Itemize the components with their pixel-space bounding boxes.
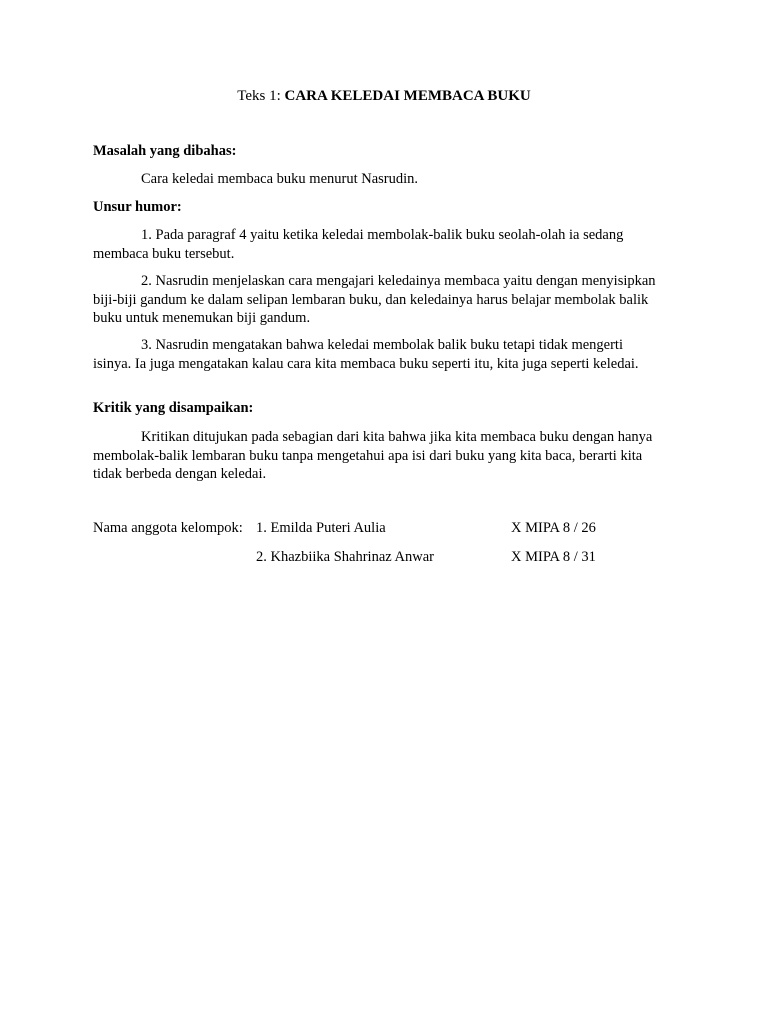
heading-masalah: Masalah yang dibahas:: [93, 143, 237, 159]
paragraph-masalah: Cara keledai membaca buku menurut Nasrudin.: [141, 171, 419, 187]
member-class: X MIPA 8 / 31: [511, 549, 596, 565]
member-class: X MIPA 8 / 26: [511, 520, 596, 536]
member-name: 2. Khazbiika Shahrinaz Anwar: [256, 549, 434, 565]
heading-humor: Unsur humor:: [93, 199, 182, 215]
humor-item-2: 2. Nasrudin menjelaskan cara mengajari keledainya membaca yaitu dengan menyisipkan biji-biji gandum ke dalam selipan lembaran buku, dan keledainya harus belajar membolak balik buku untuk menemukan biji gandum.: [93, 273, 656, 326]
member-name: 1. Emilda Puteri Aulia: [256, 520, 386, 536]
title-main: CARA KELEDAI MEMBACA BUKU: [284, 88, 531, 104]
humor-item-3: 3. Nasrudin mengatakan bahwa keledai membolak balik buku tetapi tidak mengerti isinya. Ia juga mengatakan kalau cara kita membaca buku seperti itu, kita juga seperti keledai.: [93, 337, 639, 372]
document-title: [0, 88, 768, 105]
title-prefix: Teks 1:: [237, 88, 281, 104]
member-label: Nama anggota kelompok:: [93, 520, 243, 536]
heading-kritik: Kritik yang disampaikan:: [93, 400, 254, 416]
paragraph-kritik: Kritikan ditujukan pada sebagian dari kita bahwa jika kita membaca buku dengan hanya membolak-balik lembaran buku tanpa mengetahui apa isi dari buku yang kita baca, berarti kita tidak berbeda dengan keledai.: [93, 429, 653, 482]
humor-item-1: 1. Pada paragraf 4 yaitu ketika keledai membolak-balik buku seolah-olah ia sedang membaca buku tersebut.: [93, 227, 624, 262]
